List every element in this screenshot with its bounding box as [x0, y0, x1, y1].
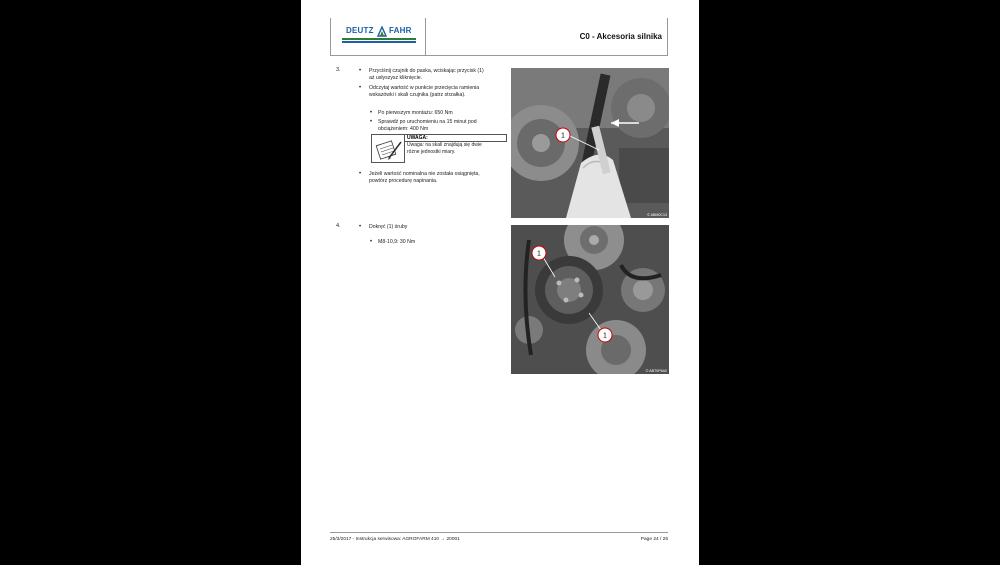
- sub-bullet-icon: •: [370, 239, 373, 245]
- step-3-sub1: Po pierwszym montażu: 650 Nm: [378, 110, 453, 116]
- note-icon: [371, 134, 405, 163]
- page-title: C0 - Akcesoria silnika: [579, 32, 662, 41]
- step-3-number: 3.: [336, 67, 341, 73]
- logo-text-right: FAHR: [389, 26, 412, 35]
- bullet-icon: •: [359, 224, 362, 230]
- step-3-bullet-c-line1: Jeżeli wartość nominalna nie została osiągnięta,: [369, 171, 480, 177]
- bullet-icon: •: [359, 171, 362, 177]
- logo-mark-icon: [377, 26, 387, 37]
- sub-bullet-icon: •: [370, 110, 373, 116]
- note-title: UWAGA:: [405, 134, 507, 142]
- step-4-bullet: Dokręć (1) śruby: [369, 224, 408, 230]
- step-3-sub2-line1: Sprawdź po uruchomieniu na 15 minut pod: [378, 119, 477, 125]
- note-line-2: różne jednostki miary.: [407, 149, 456, 155]
- step-4-sub: M8-10,9: 30 Nm: [378, 239, 416, 245]
- photo-1-callout: 1: [561, 132, 565, 140]
- photo-2-callout-b: 1: [603, 332, 607, 340]
- step-3-bullet-a-line2: aż usłyszysz kliknięcie.: [369, 75, 423, 81]
- deutz-fahr-logo: [340, 26, 418, 44]
- photo-2-callout-a: 1: [537, 250, 541, 258]
- photo-2-copyright: © ABT0P6A0: [645, 369, 667, 373]
- step-3-bullet-a-line1: Przyciśnij czujnik do paska, wciskając przycisk (1): [369, 68, 484, 74]
- document-page: [301, 0, 699, 565]
- bullet-icon: •: [359, 85, 362, 91]
- step-3-bullet-b-line1: Odczytaj wartość w punkcie przecięcia ramienia: [369, 85, 480, 91]
- footer-divider: [330, 532, 668, 533]
- note-line-1: Uwaga: na skali znajdują się dwie: [407, 142, 482, 148]
- footer-left: 25/3/2017 - Instrukcja serwisowa: AGROFARM 410 → 20001: [330, 537, 460, 542]
- logo-text-left: DEUTZ: [346, 26, 374, 35]
- note-body: [405, 142, 507, 156]
- step-3-sub2-line2: obciążeniem: 400 Nm: [378, 126, 429, 132]
- footer-page-number: Page 24 / 26: [640, 537, 668, 542]
- page-header: [330, 18, 668, 56]
- belt-tension-photo: [511, 68, 669, 218]
- pulley-bolts-photo: [511, 225, 669, 374]
- step-3-bullet-c-line2: powtórz procedurę napinania.: [369, 178, 438, 184]
- sub-bullet-icon: •: [370, 119, 373, 125]
- step-4-number: 4.: [336, 223, 341, 229]
- bullet-icon: •: [359, 68, 362, 74]
- photo-1-copyright: © ABM0C13: [647, 213, 667, 217]
- step-3-bullet-b-line2: wskazówki i skali czujnika (patrz strzałka).: [369, 92, 466, 98]
- note-box: [371, 134, 507, 163]
